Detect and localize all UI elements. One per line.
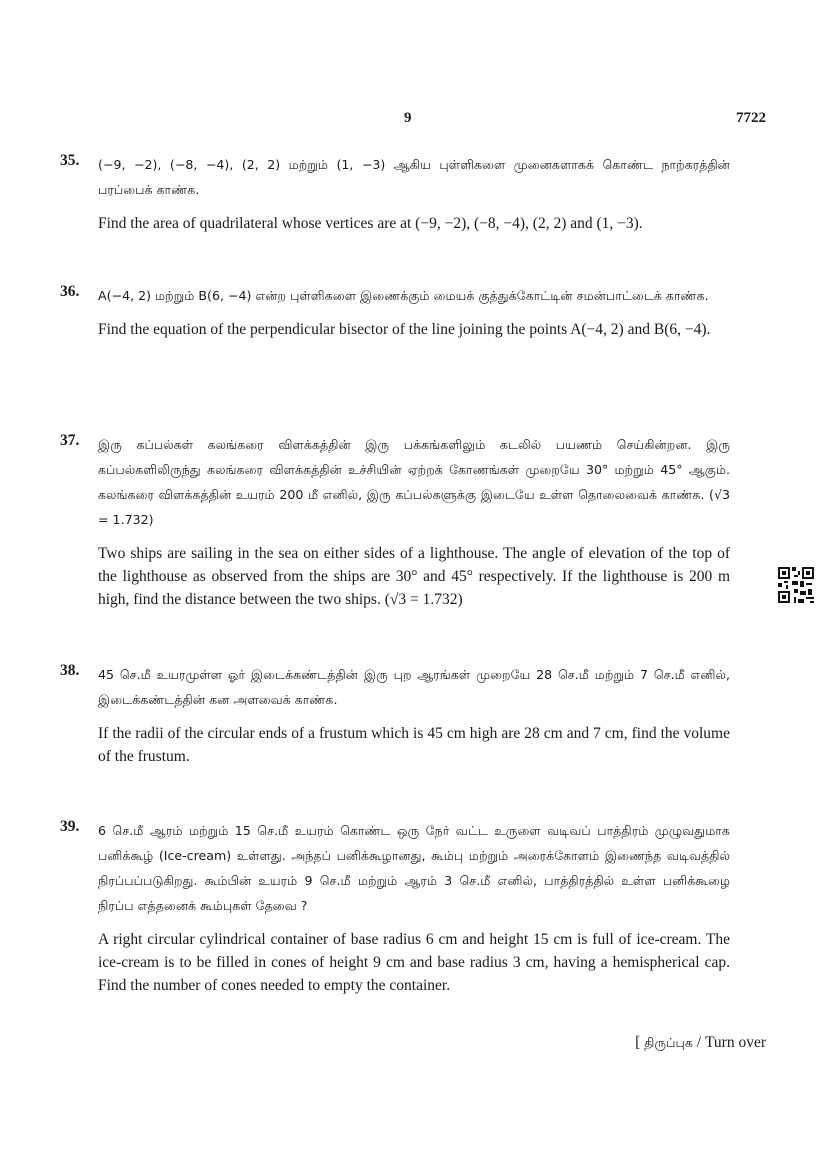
question-text-tamil: A(−4, 2) மற்றும் B(6, −4) என்ற புள்ளிகளை இணைக்கும் மையக் குத்துக்கோட்டின் சமன்பாட்டைக் காண்க. — [98, 288, 709, 303]
question-text-english: Find the area of quadrilateral whose vertices are at (−9, −2), (−8, −4), (2, 2) and (1, −3). — [98, 215, 643, 232]
question-number: 38. — [60, 662, 80, 679]
question-number: 37. — [60, 432, 80, 449]
question-38 — [60, 662, 730, 768]
question-36 — [60, 283, 730, 341]
question-text-tamil: 6 செ.மீ ஆரம் மற்றும் 15 செ.மீ உயரம் கொண்ட ஒரு நேர் வட்ட உருளை வடிவப் பாத்திரம் முழுவதுமாக பனிக்கூழ் (Ice-cream) உள்ளது. அந்தப் பனிக்கூழானது, கூம்பு மற்றும் அரைக்கோளம் இணைந்த வடிவத்தில் நிரப்பப்படுகிறது. கூம்பின் உயரம் 9 செ.மீ மற்றும் ஆரம் 3 செ.மீ எனில், பாத்திரத்தில் உள்ள பனிக்கூழை நிரப்ப எத்தனைக் கூம்புகள் தேவை ? — [98, 823, 730, 913]
question-text-tamil: இரு கப்பல்கள் கலங்கரை விளக்கத்தின் இரு பக்கங்களிலும் கடலில் பயணம் செய்கின்றன. இரு கப்பல்களிலிருந்து கலங்கரை விளக்கத்தின் உச்சியின் ஏற்றக் கோணங்கள் முறையே 30° மற்றும் 45° ஆகும். கலங்கரை விளக்கத்தின் உயரம் 200 மீ எனில், இரு கப்பல்களுக்கு இடையே உள்ள தொலைவைக் காண்க. (√3 = 1.732) — [98, 437, 730, 527]
bracket: [ — [635, 1034, 641, 1051]
qr-code-icon — [776, 565, 816, 605]
turn-over-tamil: திருப்புக — [644, 1035, 693, 1050]
question-text-english: If the radii of the circular ends of a frustum which is 45 cm high are 28 cm and 7 cm, find the volume of the frustum. — [98, 725, 730, 765]
question-text-english: Two ships are sailing in the sea on either sides of a lighthouse. The angle of elevation of the top of the lighthouse as observed from the ships are 30° and 45° respectively. If the lighthouse is 200 m high, find the distance between the two ships. (√3 = 1.732) — [98, 545, 730, 608]
separator: / — [692, 1034, 705, 1051]
question-text-english: A right circular cylindrical container of base radius 6 cm and height 15 cm is full of ice-cream. The ice-cream is to be filled in cones of height 9 cm and base radius 3 cm, having a hemispherical cap. Find the number of cones needed to empty the container. — [98, 931, 730, 994]
question-text-tamil: (−9, −2), (−8, −4), (2, 2) மற்றும் (1, −3) ஆகிய புள்ளிகளை முனைகளாகக் கொண்ட நாற்கரத்தின் பரப்பைக் காண்க. — [98, 157, 730, 197]
page-number: 9 — [404, 110, 412, 126]
question-text-tamil: 45 செ.மீ உயரமுள்ள ஓர் இடைக்கண்டத்தின் இரு புற ஆரங்கள் முறையே 28 செ.மீ மற்றும் 7 செ.மீ எனில், இடைக்கண்டத்தின் கன அளவைக் காண்க. — [98, 667, 730, 707]
question-37 — [60, 432, 730, 611]
turn-over-english: Turn over — [704, 1034, 766, 1051]
question-number: 36. — [60, 283, 80, 300]
question-35 — [60, 152, 730, 235]
question-number: 35. — [60, 152, 80, 169]
paper-code: 7722 — [736, 110, 766, 126]
turn-over-note — [635, 1034, 766, 1052]
question-number: 39. — [60, 818, 80, 835]
question-text-english: Find the equation of the perpendicular bisector of the line joining the points A(−4, 2) and B(6, −4). — [98, 321, 711, 338]
page-header — [0, 110, 826, 130]
question-39 — [60, 818, 730, 997]
